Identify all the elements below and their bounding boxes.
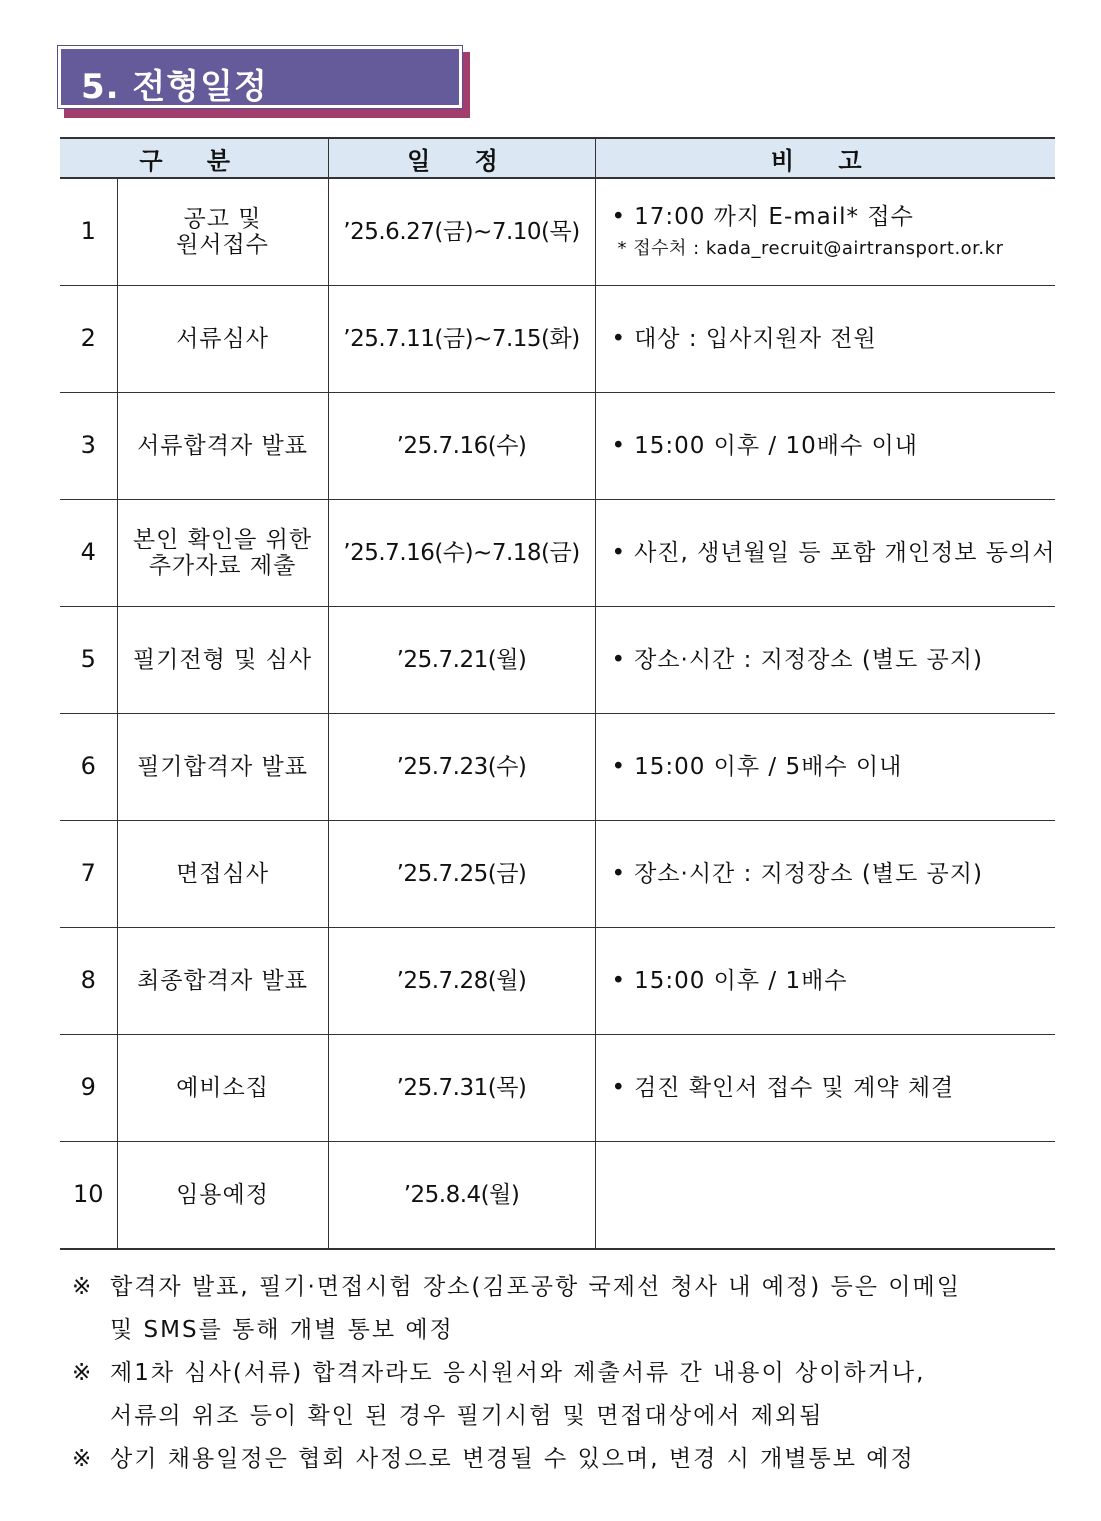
- row-remarks: [595, 1035, 1055, 1142]
- row-category-line: 서류합격자 발표: [137, 432, 308, 459]
- row-category-line: 원서접수: [176, 232, 269, 258]
- table-row: [60, 928, 1055, 1035]
- section-title-box: [58, 46, 470, 118]
- row-remarks: [595, 928, 1055, 1035]
- bullet-icon: •: [611, 753, 627, 780]
- row-category-line: 공고 및: [183, 205, 262, 232]
- row-number: 9: [60, 1035, 117, 1142]
- row-number: 10: [60, 1142, 117, 1250]
- footnote-text: 및 SMS를 통해 개별 통보 예정: [110, 1317, 454, 1343]
- footnote-text: 합격자 발표, 필기·면접시험 장소(김포공항 국제선 청사 내 예정) 등은 이메일: [110, 1274, 961, 1300]
- row-category-line: 서류심사: [176, 325, 269, 352]
- remarks-subnote: * 접수처 : kada_recruit@airtransport.or.kr: [617, 237, 1004, 259]
- header-remarks: 비 고: [595, 138, 1055, 178]
- header-schedule: 일 정: [328, 138, 595, 178]
- row-category: [117, 607, 328, 714]
- bullet-icon: •: [611, 967, 627, 994]
- row-remarks: [595, 178, 1055, 286]
- row-date: ’25.7.25(금): [328, 821, 595, 928]
- footnote-3: [72, 1438, 1062, 1481]
- remarks-text: 장소·시간 : 지정장소 (별도 공지): [634, 646, 983, 673]
- table-row: [60, 178, 1055, 286]
- row-category-line: 필기전형 및 심사: [132, 646, 313, 673]
- row-category: [117, 393, 328, 500]
- row-date: ’25.8.4(월): [328, 1142, 595, 1250]
- footnote-1-continued: [72, 1309, 1062, 1352]
- row-category-line: 필기합격자 발표: [137, 753, 308, 780]
- bullet-icon: •: [611, 646, 627, 673]
- row-number: 7: [60, 821, 117, 928]
- bullet-icon: •: [611, 860, 627, 887]
- footnote-1: [72, 1266, 1062, 1309]
- table-row: [60, 821, 1055, 928]
- section-title: 5. 전형일정: [81, 67, 268, 107]
- row-date: ’25.7.16(수)~7.18(금): [328, 500, 595, 607]
- row-category-line: 최종합격자 발표: [137, 967, 308, 994]
- remarks-text: 사진, 생년월일 등 포함 개인정보 동의서: [634, 539, 1056, 566]
- row-date: ’25.7.21(월): [328, 607, 595, 714]
- row-remarks: [595, 286, 1055, 393]
- row-remarks: [595, 1142, 1055, 1250]
- remarks-text: 검진 확인서 접수 및 계약 체결: [634, 1074, 955, 1101]
- bullet-icon: •: [611, 325, 627, 352]
- bullet-icon: •: [611, 1074, 627, 1101]
- row-category-line: 본인 확인을 위한: [132, 526, 313, 553]
- row-remarks: [595, 821, 1055, 928]
- row-category: [117, 286, 328, 393]
- table-row: [60, 607, 1055, 714]
- schedule-table: [60, 137, 1055, 1250]
- footnote-text: 제1차 심사(서류) 합격자라도 응시원서와 제출서류 간 내용이 상이하거나,: [110, 1360, 926, 1386]
- row-number: 6: [60, 714, 117, 821]
- row-remarks: [595, 607, 1055, 714]
- section-title-banner: [58, 46, 462, 108]
- row-category-line: 추가자료 제출: [148, 553, 297, 579]
- row-date: ’25.7.28(월): [328, 928, 595, 1035]
- row-date: ’25.7.31(목): [328, 1035, 595, 1142]
- remarks-text: 17:00 까지 E-mail* 접수: [634, 204, 914, 231]
- row-category: [117, 821, 328, 928]
- bullet-icon: •: [611, 539, 627, 566]
- remarks-text: 15:00 이후 / 1배수: [634, 967, 848, 994]
- row-number: 5: [60, 607, 117, 714]
- remarks-text: 장소·시간 : 지정장소 (별도 공지): [634, 860, 983, 887]
- row-number: 3: [60, 393, 117, 500]
- row-category: [117, 928, 328, 1035]
- row-number: 1: [60, 178, 117, 286]
- row-date: ’25.7.23(수): [328, 714, 595, 821]
- row-date: ’25.7.11(금)~7.15(화): [328, 286, 595, 393]
- row-category-line: 예비소집: [176, 1074, 269, 1101]
- bullet-icon: •: [611, 432, 627, 459]
- table-row: [60, 286, 1055, 393]
- bullet-icon: •: [611, 204, 627, 231]
- reference-mark: ※: [72, 1446, 94, 1472]
- row-number: 2: [60, 286, 117, 393]
- row-category: [117, 714, 328, 821]
- table-row: [60, 393, 1055, 500]
- table-row: [60, 1142, 1055, 1250]
- row-category: [117, 1142, 328, 1250]
- remarks-text: 15:00 이후 / 5배수 이내: [634, 753, 903, 780]
- row-date: ’25.6.27(금)~7.10(목): [328, 178, 595, 286]
- row-remarks: [595, 393, 1055, 500]
- footnote-text: 상기 채용일정은 협회 사정으로 변경될 수 있으며, 변경 시 개별통보 예정: [110, 1446, 915, 1472]
- row-category: [117, 500, 328, 607]
- footnotes: [72, 1266, 1062, 1481]
- footnote-2-continued: [72, 1395, 1062, 1438]
- row-remarks: [595, 500, 1055, 607]
- row-category: [117, 1035, 328, 1142]
- table-row: [60, 1035, 1055, 1142]
- remarks-text: 15:00 이후 / 10배수 이내: [634, 432, 918, 459]
- row-remarks: [595, 714, 1055, 821]
- table-row: [60, 500, 1055, 607]
- footnote-text: 서류의 위조 등이 확인 된 경우 필기시험 및 면접대상에서 제외됨: [110, 1403, 824, 1429]
- row-number: 8: [60, 928, 117, 1035]
- row-date: ’25.7.16(수): [328, 393, 595, 500]
- reference-mark: ※: [72, 1360, 94, 1386]
- row-category: [117, 178, 328, 286]
- table-row: [60, 714, 1055, 821]
- header-category: 구 분: [60, 138, 328, 178]
- row-category-line: 임용예정: [176, 1181, 269, 1208]
- table-header-row: [60, 138, 1055, 178]
- row-number: 4: [60, 500, 117, 607]
- remarks-text: 대상 : 입사지원자 전원: [634, 325, 877, 352]
- footnote-2: [72, 1352, 1062, 1395]
- row-category-line: 면접심사: [176, 860, 269, 887]
- reference-mark: ※: [72, 1274, 94, 1300]
